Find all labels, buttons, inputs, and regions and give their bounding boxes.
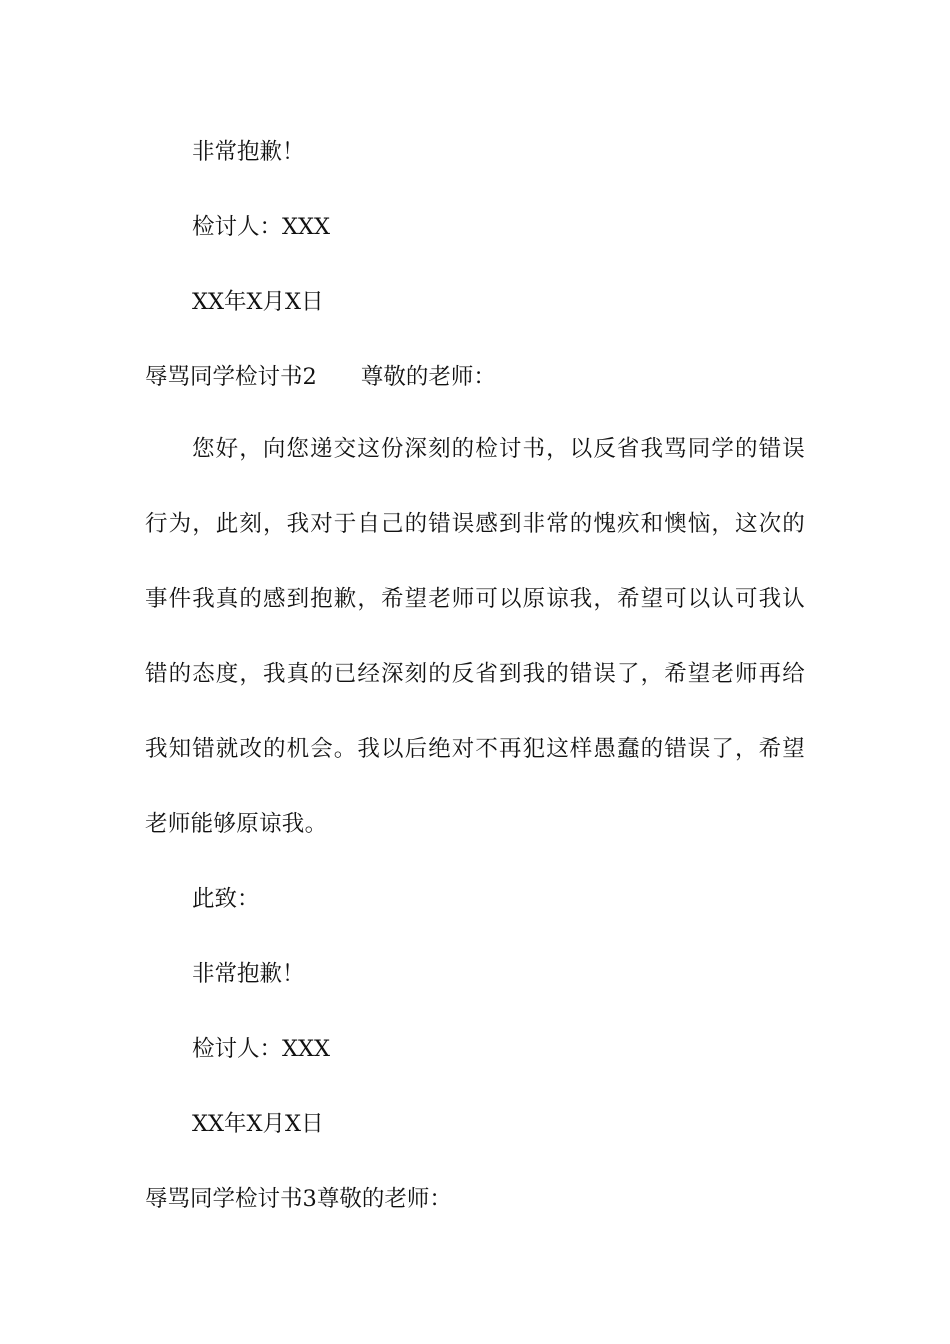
closing-apology: 非常抱歉！ bbox=[192, 139, 305, 165]
letter2-salutation: 尊敬的老师： bbox=[360, 364, 496, 390]
letter2-regards: 此致： bbox=[192, 886, 260, 912]
letter2-heading: 辱骂同学检讨书2 bbox=[145, 364, 317, 390]
letter2-heading-line bbox=[145, 362, 815, 392]
closing-signer: 检讨人：XXX bbox=[192, 214, 331, 240]
letter2-body: 您好，向您递交这份深刻的检讨书，以反省我骂同学的错误行为，此刻，我对于自己的错误感到非常的愧疚和懊恼，这次的事件我真的感到抱歉，希望老师可以原谅我，希望可以认可我认错的态度，我真的已经深刻的反省到我的错误了，希望老师再给我知错就改的机会。我以后绝对不再犯这样愚蠢的错误了，希望老师能够原谅我。 bbox=[145, 436, 805, 837]
letter2-signer: 检讨人：XXX bbox=[192, 1036, 331, 1062]
letter2-apology: 非常抱歉！ bbox=[192, 961, 305, 987]
letter2-date: XX年X月X日 bbox=[192, 1111, 324, 1137]
closing-date: XX年X月X日 bbox=[192, 289, 324, 315]
letter3-heading: 辱骂同学检讨书3尊敬的老师： bbox=[145, 1186, 452, 1212]
